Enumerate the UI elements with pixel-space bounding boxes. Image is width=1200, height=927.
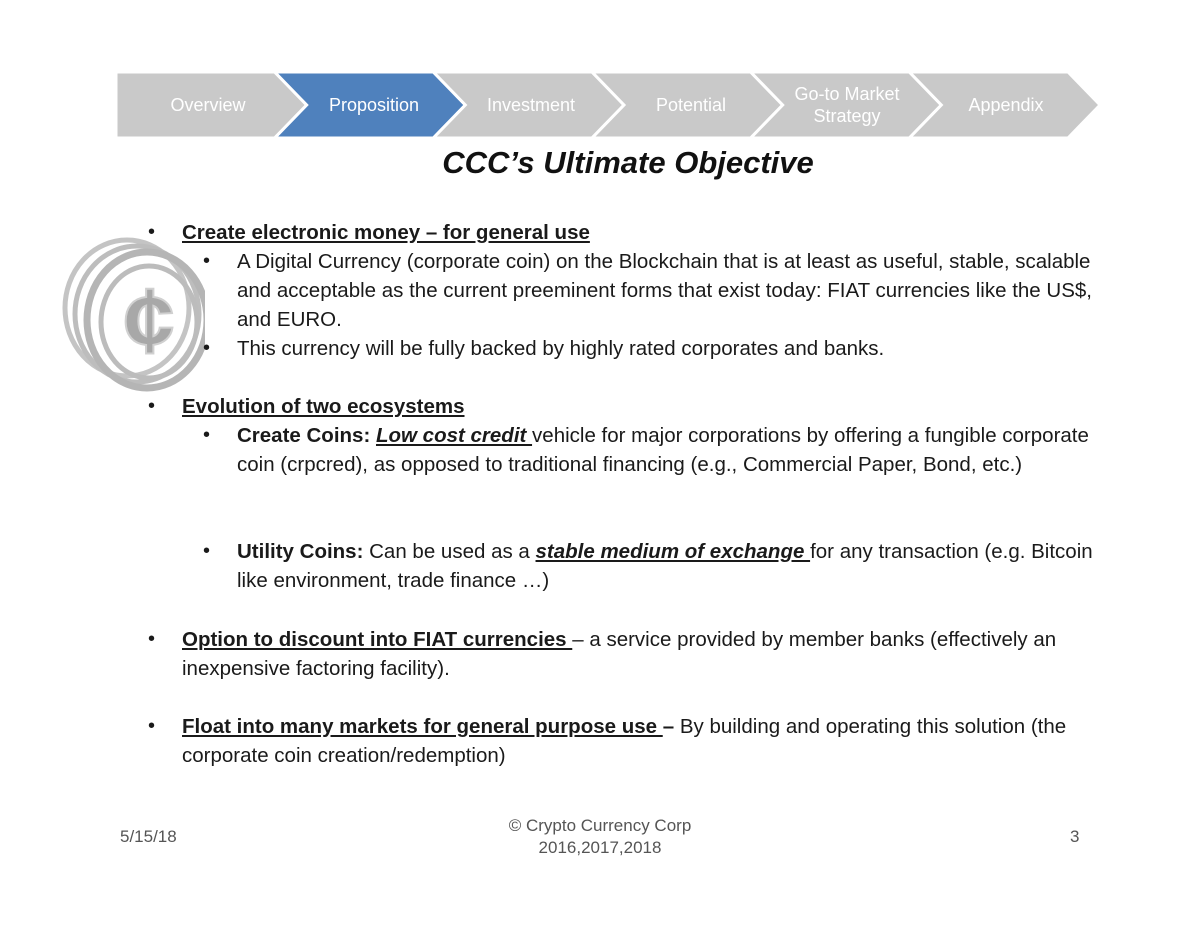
sub-bullet-lead: Create Coins: (237, 424, 376, 447)
sub-bullet-marker: • (203, 424, 211, 446)
bullet-marker: • (148, 221, 156, 243)
bullet-float-markets (182, 712, 1112, 770)
bullet-marker: • (148, 395, 156, 417)
sub-bullet-marker: • (203, 337, 211, 359)
nav-step-overview[interactable] (146, 72, 270, 138)
sub-bullet-marker: • (203, 250, 211, 272)
bullet-marker: • (148, 628, 156, 650)
bullet-create-electronic-money (182, 218, 1112, 247)
bullet-heading: Evolution of two ecosystems (182, 395, 465, 418)
nav-step-label: Potential (655, 95, 727, 115)
sub-bullet-utility-coins (237, 537, 1097, 595)
bullet-text: By building and operating this solution (the corporate coin creation/redemption) (182, 715, 1067, 767)
sub-bullet-fully-backed: This currency will be fully backed by highly rated corporates and banks. (237, 337, 885, 360)
sub-bullet-text: vehicle for major corporations by offering a fungible corporate coin (crpcred), as opposed to traditional financing (e.g., Commercial Paper, Bond, etc.) (237, 424, 1089, 476)
nav-step-label: Go-to Market (794, 84, 900, 104)
emphasis-text: stable medium of exchange (535, 540, 811, 563)
footer-copyright (450, 815, 750, 859)
bullet-marker: • (148, 715, 156, 737)
svg-text:¢: ¢ (123, 270, 175, 372)
nav-step-investment[interactable] (466, 72, 596, 138)
nav-step-proposition[interactable] (304, 72, 444, 138)
bullet-evolution-ecosystems (182, 392, 1112, 421)
sub-bullet-create-coins (237, 421, 1097, 479)
nav-step-label: Proposition (328, 95, 420, 115)
emphasis-text: Low cost credit (375, 424, 533, 447)
copyright-line: © Crypto Currency Corp (508, 816, 692, 835)
nav-step-potential[interactable] (626, 72, 756, 138)
sub-bullet-text: Can be used as a (363, 540, 536, 563)
copyright-years: 2016,2017,2018 (538, 838, 662, 857)
bullet-heading: Option to discount into FIAT currencies (182, 628, 573, 651)
footer-date: 5/15/18 (120, 827, 177, 846)
nav-step-go-to-market[interactable] (781, 72, 913, 138)
sub-bullet-marker: • (203, 540, 211, 562)
cent-coin-stack-icon (55, 230, 205, 400)
bullet-heading: Create electronic money – for general use (182, 221, 590, 244)
nav-step-label: Investment (486, 95, 576, 115)
sub-bullet-lead: Utility Coins: (237, 540, 364, 563)
bullet-dash: – (662, 715, 675, 738)
nav-step-label: Appendix (968, 95, 1044, 115)
slide-title: CCC’s Ultimate Objective (442, 145, 814, 180)
footer-page-number: 3 (1070, 827, 1080, 846)
bullet-heading: Float into many markets for general purpose use (182, 715, 663, 738)
nav-step-label: Overview (170, 95, 246, 115)
sub-bullet-digital-currency: A Digital Currency (corporate coin) on the Blockchain that is at least as useful, stable, scalable and acceptable as the current preeminent forms that exist today: FIAT currencies like the US$, and EURO. (237, 250, 1092, 331)
bullet-discount-fiat (182, 625, 1112, 683)
nav-step-label-line2: Strategy (813, 106, 881, 126)
bullet-text: – a service provided by member banks (effectively an inexpensive factoring facility). (182, 628, 1057, 680)
sub-bullet-text: for any transaction (e.g. Bitcoin like environment, trade finance …) (237, 540, 1093, 592)
process-navigation (116, 72, 1100, 138)
nav-step-appendix[interactable] (941, 72, 1071, 138)
